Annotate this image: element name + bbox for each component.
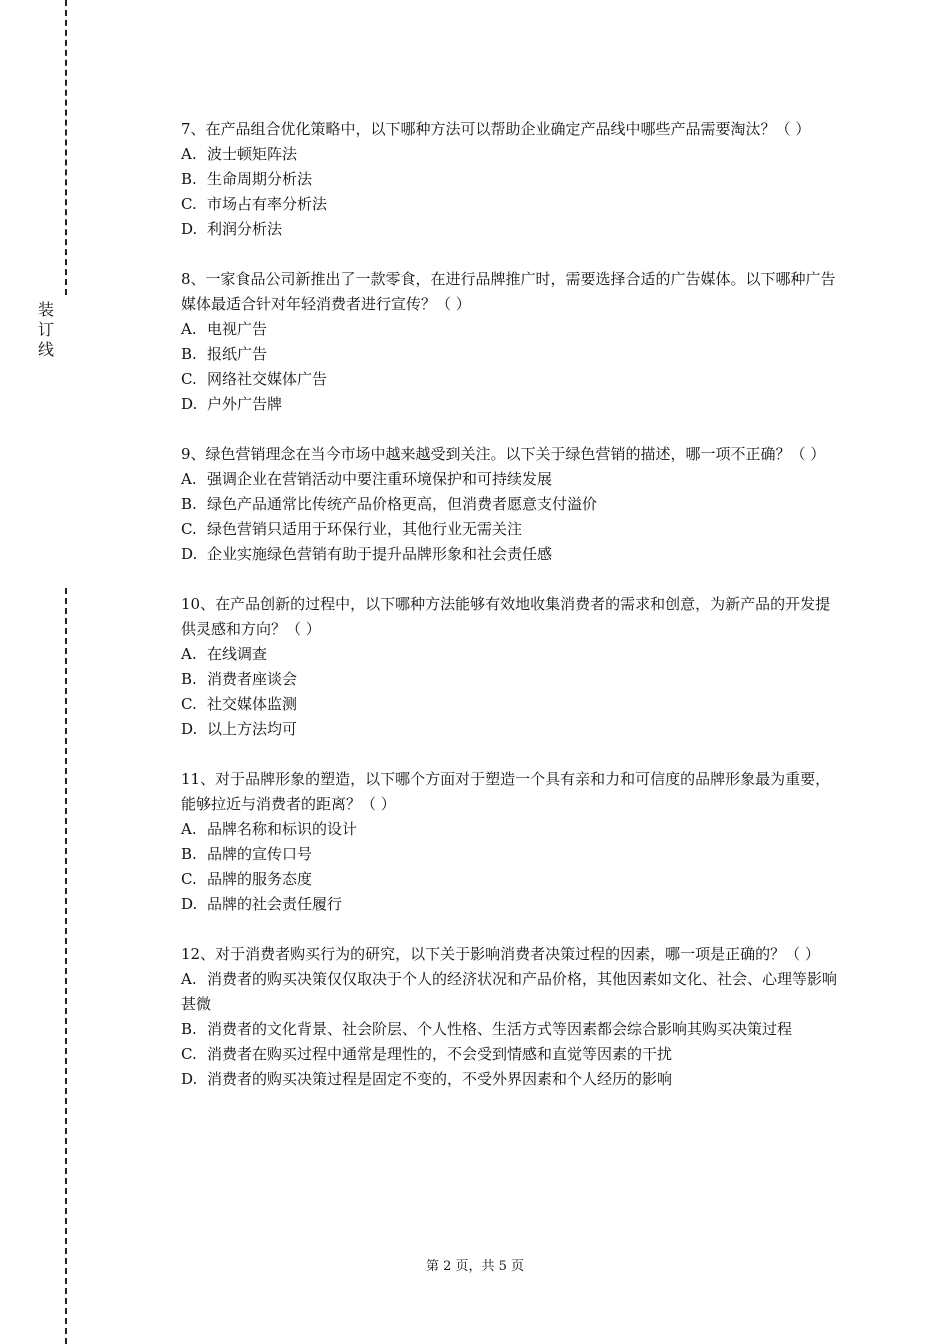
option-text: 社交媒体监测: [207, 695, 298, 713]
option-letter: D.: [181, 395, 198, 413]
option-letter: A.: [181, 645, 197, 663]
question-stem: 11、对于品牌形象的塑造，以下哪个方面对于塑造一个具有亲和力和可信度的品牌形象最为重要，能够拉近与消费者的距离？（ ）: [181, 770, 831, 813]
option-letter: D.: [181, 720, 198, 738]
option-a: [181, 317, 841, 342]
option-letter: B.: [181, 670, 197, 688]
option-text: 波士顿矩阵法: [207, 145, 298, 163]
option-a: [181, 967, 841, 1017]
option-letter: D.: [181, 220, 198, 238]
option-letter: C.: [181, 370, 197, 388]
option-text: 绿色产品通常比传统产品价格更高，但消费者愿意支付溢价: [207, 495, 598, 513]
option-letter: C.: [181, 695, 197, 713]
option-text: 生命周期分析法: [207, 170, 313, 188]
option-b: [181, 342, 841, 367]
question-11: [181, 767, 841, 917]
option-letter: C.: [181, 870, 197, 888]
option-letter: A.: [181, 820, 197, 838]
option-c: [181, 867, 841, 892]
option-d: [181, 892, 841, 917]
option-a: [181, 142, 841, 167]
option-b: [181, 842, 841, 867]
option-letter: A.: [181, 145, 197, 163]
question-9: [181, 442, 841, 567]
question-stem: 9、绿色营销理念在当今市场中越来越受到关注。以下关于绿色营销的描述，哪一项不正确？（ ）: [181, 445, 826, 463]
option-c: [181, 192, 841, 217]
option-d: [181, 217, 841, 242]
option-text: 市场占有率分析法: [207, 195, 328, 213]
option-text: 网络社交媒体广告: [207, 370, 328, 388]
option-text: 在线调查: [207, 645, 268, 663]
question-stem: 10、在产品创新的过程中，以下哪种方法能够有效地收集消费者的需求和创意，为新产品的开发提供灵感和方向？（ ）: [181, 595, 831, 638]
option-text: 报纸广告: [207, 345, 268, 363]
option-letter: C.: [181, 195, 197, 213]
option-c: [181, 517, 841, 542]
option-text: 消费者在购买过程中通常是理性的，不会受到情感和直觉等因素的干扰: [207, 1045, 673, 1063]
option-text: 户外广告牌: [207, 395, 283, 413]
option-text: 品牌的社会责任履行: [207, 895, 343, 913]
question-8: [181, 267, 841, 417]
binding-line-bottom: [65, 588, 67, 1344]
option-letter: D.: [181, 545, 198, 563]
option-a: [181, 817, 841, 842]
page-footer: 第 2 页，共 5 页: [425, 1259, 525, 1274]
option-letter: A.: [181, 320, 197, 338]
option-letter: B.: [181, 495, 197, 513]
option-text: 品牌名称和标识的设计: [207, 820, 358, 838]
option-text: 消费者的购买决策仅仅取决于个人的经济状况和产品价格，其他因素如文化、社会、心理等影响甚微: [181, 970, 838, 1013]
binding-label-char: 线: [37, 340, 54, 359]
question-list: [181, 117, 841, 1117]
option-letter: C.: [181, 520, 197, 538]
binding-label: [37, 300, 55, 360]
option-text: 利润分析法: [207, 220, 283, 238]
option-letter: B.: [181, 1020, 197, 1038]
option-text: 企业实施绿色营销有助于提升品牌形象和社会责任感: [207, 545, 553, 563]
option-a: [181, 467, 841, 492]
question-7: [181, 117, 841, 242]
option-b: [181, 167, 841, 192]
option-c: [181, 367, 841, 392]
option-text: 消费者座谈会: [207, 670, 298, 688]
option-letter: B.: [181, 345, 197, 363]
option-letter: C.: [181, 1045, 197, 1063]
option-b: [181, 1017, 841, 1042]
option-text: 消费者的购买决策过程是固定不变的，不受外界因素和个人经历的影响: [207, 1070, 673, 1088]
option-text: 强调企业在营销活动中要注重环境保护和可持续发展: [207, 470, 553, 488]
binding-label-char: 装: [37, 300, 54, 319]
question-stem: 8、一家食品公司新推出了一款零食，在进行品牌推广时，需要选择合适的广告媒体。以下哪种广告媒体最适合针对年轻消费者进行宣传？（ ）: [181, 270, 836, 313]
option-text: 消费者的文化背景、社会阶层、个人性格、生活方式等因素都会综合影响其购买决策过程: [207, 1020, 793, 1038]
option-letter: D.: [181, 895, 198, 913]
option-b: [181, 667, 841, 692]
option-b: [181, 492, 841, 517]
option-c: [181, 692, 841, 717]
option-text: 品牌的服务态度: [207, 870, 313, 888]
question-stem: 7、在产品组合优化策略中，以下哪种方法可以帮助企业确定产品线中哪些产品需要淘汰？（ ）: [181, 120, 811, 138]
option-text: 电视广告: [207, 320, 268, 338]
option-d: [181, 717, 841, 742]
option-letter: A.: [181, 470, 197, 488]
binding-line-top: [65, 0, 67, 295]
option-d: [181, 1067, 841, 1092]
question-12: [181, 942, 841, 1092]
option-text: 以上方法均可: [207, 720, 298, 738]
binding-label-char: 订: [37, 320, 54, 339]
option-text: 品牌的宣传口号: [207, 845, 313, 863]
option-text: 绿色营销只适用于环保行业，其他行业无需关注: [207, 520, 523, 538]
option-letter: B.: [181, 845, 197, 863]
option-c: [181, 1042, 841, 1067]
option-letter: D.: [181, 1070, 198, 1088]
option-d: [181, 392, 841, 417]
option-a: [181, 642, 841, 667]
question-stem: 12、对于消费者购买行为的研究，以下关于影响消费者决策过程的因素，哪一项是正确的？（ ）: [181, 945, 820, 963]
option-letter: B.: [181, 170, 197, 188]
option-letter: A.: [181, 970, 197, 988]
option-d: [181, 542, 841, 567]
question-10: [181, 592, 841, 742]
